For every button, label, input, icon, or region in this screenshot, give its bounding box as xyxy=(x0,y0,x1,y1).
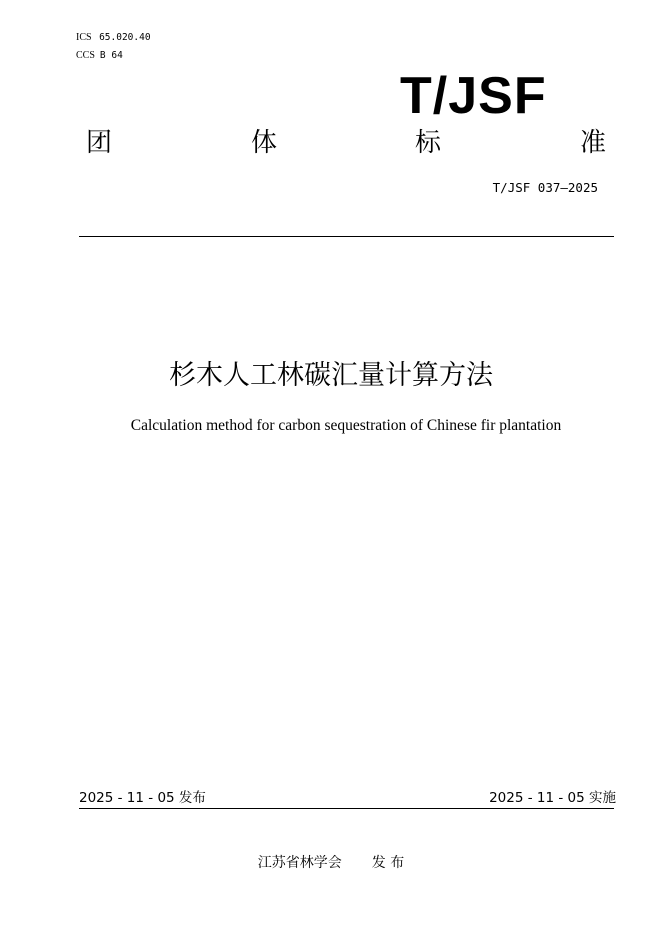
header-divider xyxy=(79,236,614,237)
standard-type-char-4: 准 xyxy=(580,128,607,158)
title-english: Calculation method for carbon sequestration of Chinese fir plantation xyxy=(130,417,562,434)
ccs-line xyxy=(76,50,123,62)
standard-type-char-3: 标 xyxy=(415,128,442,158)
ccs-value: B 64 xyxy=(99,50,123,61)
ics-value: 65.020.40 xyxy=(99,32,151,43)
ccs-label: CCS xyxy=(76,50,95,61)
standard-type-char-2: 体 xyxy=(251,128,278,158)
implementation-date: 2025 - 11 - 05 实施 xyxy=(489,790,616,806)
ics-label: ICS xyxy=(76,32,92,43)
issue-date: 2025 - 11 - 05 发布 xyxy=(79,790,206,806)
publisher xyxy=(0,853,662,873)
footer-divider xyxy=(79,808,614,809)
standard-type-char-1: 团 xyxy=(86,128,113,158)
publisher-name: 江苏省林学会 xyxy=(257,855,342,871)
ics-line xyxy=(76,32,151,44)
standard-number: T/JSF 037—2025 xyxy=(492,180,598,195)
org-code-logo: T/JSF xyxy=(400,67,547,125)
publisher-action: 发 布 xyxy=(371,855,405,871)
title-chinese: 杉木人工林碳汇量计算方法 xyxy=(169,360,493,391)
